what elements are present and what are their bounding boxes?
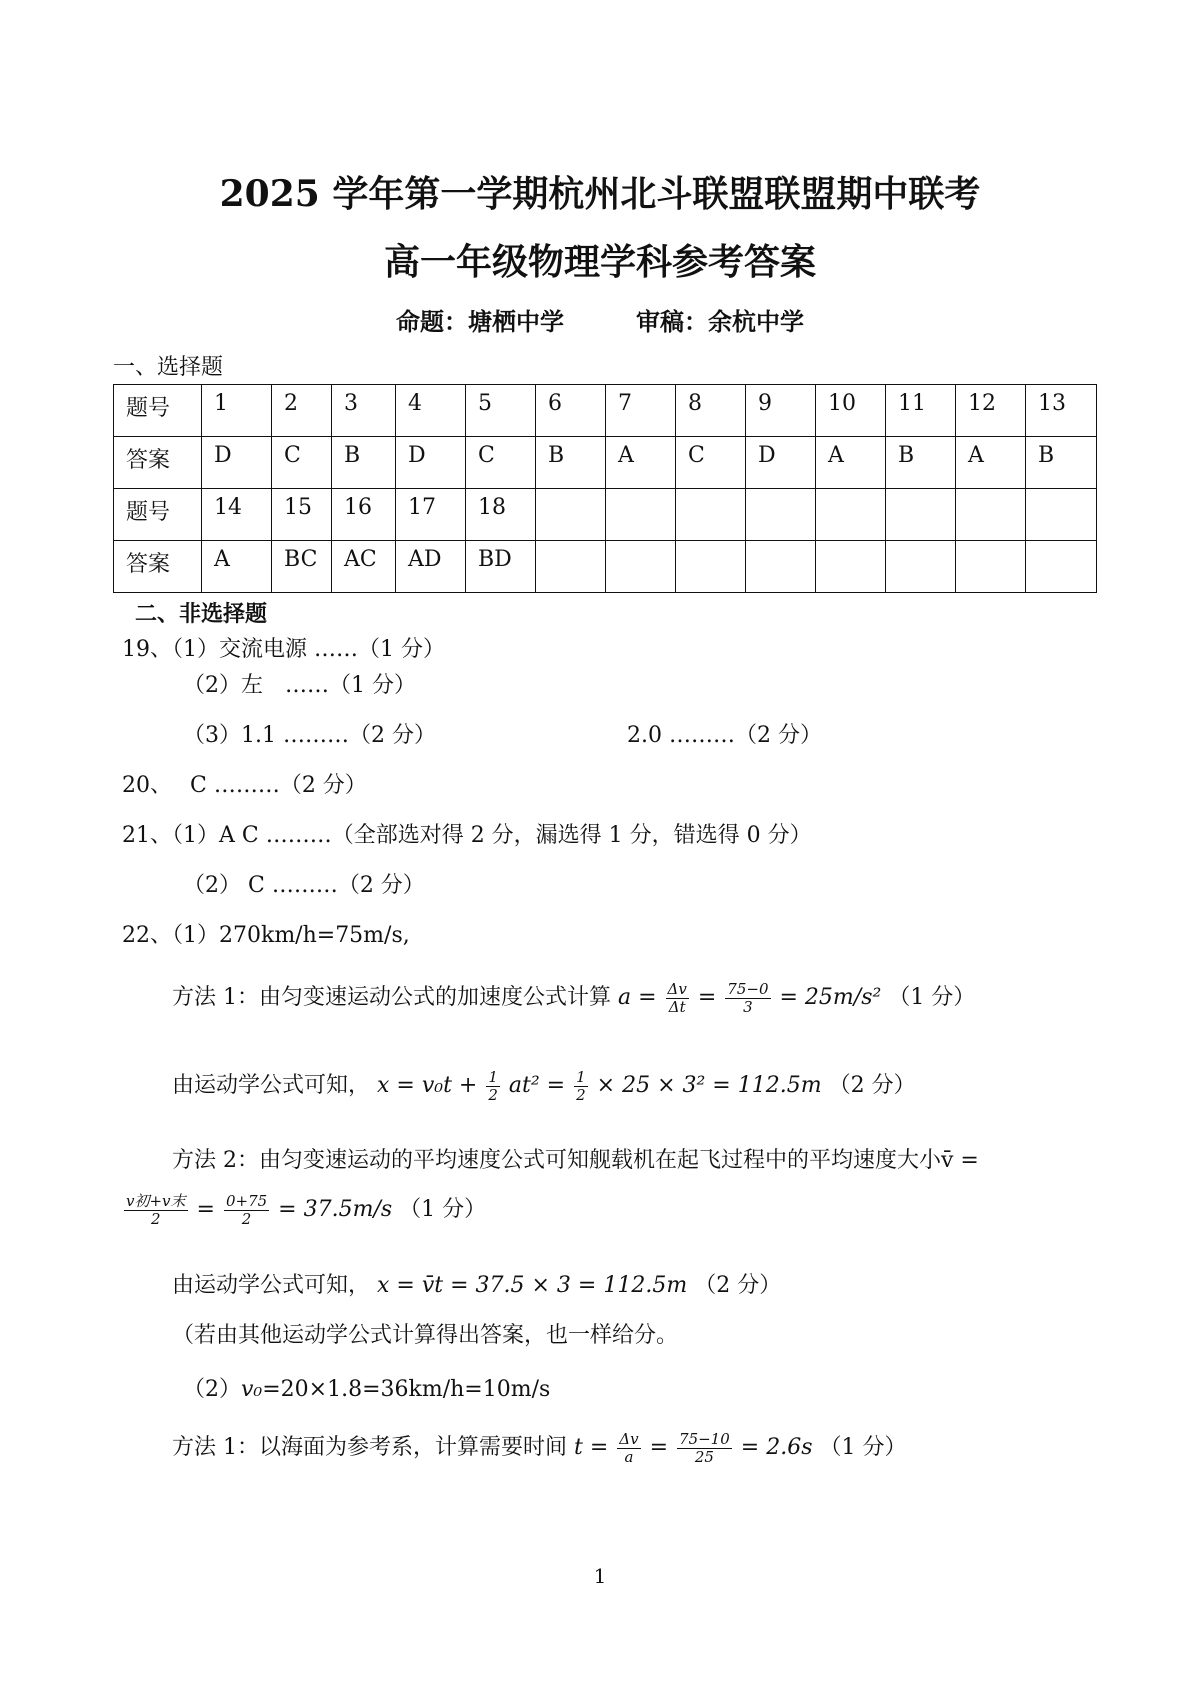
method3-fraction-2: $\frac{75-10}{25}$ (679, 1429, 730, 1466)
answer-table-cell: 11 (886, 385, 956, 437)
q19-part3a: （3）1.1 ………（2 分） (183, 723, 436, 748)
answer-table-cell: A (956, 437, 1026, 489)
method1-fraction-2: $\frac{75-0}{3}$ (727, 979, 769, 1016)
method2-fraction-1: $\frac{\text{v初+v末}}{2}$ (126, 1191, 186, 1228)
answer-table-cell: B (886, 437, 956, 489)
answer-table-row (114, 541, 1097, 593)
answer-table-cell (886, 489, 956, 541)
method1-eq-a: a = (618, 985, 657, 1010)
answer-table-cell (816, 489, 886, 541)
kinematics2-eq: x = v̄t = 37.5 × 3 = 112.5m (377, 1273, 688, 1298)
answer-table-cell (606, 541, 676, 593)
answer-table-cell: A (606, 437, 676, 489)
answer-table-cell (816, 541, 886, 593)
answer-table-cell: D (202, 437, 272, 489)
q22-part2-v0: v₀ (241, 1377, 263, 1402)
answer-table-cell: C (272, 437, 332, 489)
answer-table-cell: AD (396, 541, 466, 593)
answer-table-cell: B (332, 437, 396, 489)
answer-table-cell (746, 489, 816, 541)
answer-table-cell: B (1026, 437, 1097, 489)
answer-table-cell: 10 (816, 385, 886, 437)
method2-score: （1 分） (399, 1197, 487, 1222)
kinematics1-fraction-1: $\frac{1}{2}$ (488, 1067, 498, 1104)
answer-table-cell: AC (332, 541, 396, 593)
method1-text: 方法 1：由匀变速运动公式的加速度公式计算 (172, 985, 611, 1010)
q21-part2: （2） C ………（2 分） (183, 873, 425, 898)
answer-table-cell: 15 (272, 489, 332, 541)
kinematics2-score: （2 分） (694, 1273, 782, 1298)
answer-table-cell: A (816, 437, 886, 489)
answer-table-cell: C (466, 437, 536, 489)
answer-table-cell (1026, 489, 1097, 541)
q21-part1: 21、（1）A C ………（全部选对得 2 分，漏选得 1 分，错选得 0 分） (122, 823, 812, 848)
q19-part3b: 2.0 ………（2 分） (627, 723, 822, 748)
answer-table-cell: 9 (746, 385, 816, 437)
page-number: 1 (593, 1564, 607, 1588)
method3-fraction-1: $\frac{\Delta v}{a}$ (619, 1429, 639, 1466)
answer-table-cell (746, 541, 816, 593)
method1-score: （1 分） (888, 985, 976, 1010)
kinematics1-eq-end: × 25 × 3² = 112.5m (596, 1073, 822, 1098)
q19-part1: 19、（1）交流电源 ……（1 分） (122, 637, 445, 662)
answer-table-cell: 题号 (114, 385, 202, 437)
document-subtitle: 高一年级物理学科参考答案 (383, 241, 816, 283)
answer-table-cell: 17 (396, 489, 466, 541)
answer-table-cell: D (746, 437, 816, 489)
answer-table-cell (886, 541, 956, 593)
method1-fraction-1: $\frac{\Delta v}{\Delta t}$ (667, 979, 687, 1016)
kinematics2-line (172, 1268, 781, 1299)
answer-table-cell: 4 (396, 385, 466, 437)
answer-table-row (114, 489, 1097, 541)
method3-score: （1 分） (819, 1435, 907, 1460)
answer-table-cell: 14 (202, 489, 272, 541)
answer-table-cell: 6 (536, 385, 606, 437)
method1-result: = 25m/s² (779, 985, 882, 1010)
answer-table (113, 384, 1097, 593)
answer-table-cell (536, 541, 606, 593)
q22-part2-label: （2） (183, 1377, 241, 1402)
answer-table-cell: 16 (332, 489, 396, 541)
document-title: 2025 学年第一学期杭州北斗联盟联盟期中联考 (219, 173, 981, 215)
section1-heading: 一、选择题 (113, 355, 224, 380)
kinematics1-fraction-2: $\frac{1}{2}$ (576, 1067, 586, 1104)
method2-line2: $\frac{\text{v初+v末}}{2}$ = $\frac{0+75}{2}$ = 37.5m/s （1 分） (126, 1191, 487, 1228)
q22-part1: 22、（1）270km/h=75m/s, (122, 923, 410, 948)
answer-table-cell: 7 (606, 385, 676, 437)
answer-table-cell: 2 (272, 385, 332, 437)
method3-line: 方法 1：以海面为参考系，计算需要时间 t = $\frac{\Delta v}{a}$ = $\frac{75-10}{25}$ = 2.6s （1 分） (172, 1429, 907, 1466)
q22-part2-text: =20×1.8=36km/h=10m/s (262, 1377, 551, 1402)
kinematics1-eq-mid: at² = (508, 1073, 566, 1098)
q22-part2 (183, 1372, 550, 1403)
answer-table-cell (956, 541, 1026, 593)
method3-result: = 2.6s (740, 1435, 813, 1460)
answer-table-cell: 18 (466, 489, 536, 541)
answer-table-cell: 题号 (114, 489, 202, 541)
answer-table-cell: B (536, 437, 606, 489)
method2-result: = 37.5m/s (278, 1197, 393, 1222)
method3-text: 方法 1：以海面为参考系，计算需要时间 (172, 1435, 567, 1460)
answer-table-row (114, 437, 1097, 489)
answer-table-cell (536, 489, 606, 541)
method3-eq-t: t = (574, 1435, 609, 1460)
answer-table-cell (1026, 541, 1097, 593)
kinematics1-eq-start: x = v₀t + (377, 1073, 478, 1098)
answer-table-cell: A (202, 541, 272, 593)
answer-table-cell: C (676, 437, 746, 489)
kinematics2-text: 由运动学公式可知， (172, 1273, 371, 1298)
kinematics1-score: （2 分） (828, 1073, 916, 1098)
answer-table-cell: 8 (676, 385, 746, 437)
answer-table-cell: 答案 (114, 541, 202, 593)
answer-table-cell (606, 489, 676, 541)
answer-table-cell: 答案 (114, 437, 202, 489)
answer-table-cell: BD (466, 541, 536, 593)
answer-table-cell (956, 489, 1026, 541)
answer-table-cell: 5 (466, 385, 536, 437)
kinematics1-text: 由运动学公式可知， (172, 1073, 371, 1098)
answer-table-cell: BC (272, 541, 332, 593)
answer-table-row (114, 385, 1097, 437)
q19-part2: （2）左 ……（1 分） (183, 673, 416, 698)
answer-table-cell: 1 (202, 385, 272, 437)
answer-table-cell: D (396, 437, 466, 489)
kinematics1-line (172, 1068, 916, 1104)
method2-line1: 方法 2：由匀变速运动的平均速度公式可知舰载机在起飞过程中的平均速度大小v̄ = (172, 1148, 979, 1173)
q20-answer: 20、 C ………（2 分） (122, 773, 367, 798)
answer-table-cell (676, 489, 746, 541)
method1-line: 方法 1：由匀变速运动公式的加速度公式计算 a = $\frac{\Delta v}{\Delta t}$ = $\frac{75-0}{3}$ = 25m/s² （1 分） (172, 979, 976, 1016)
alternative-note: （若由其他运动学公式计算得出答案，也一样给分。 (172, 1323, 679, 1348)
answer-table-cell: 12 (956, 385, 1026, 437)
section2-heading: 二、非选择题 (135, 601, 268, 627)
answer-table-cell: 13 (1026, 385, 1097, 437)
method2-fraction-2: $\frac{0+75}{2}$ (225, 1191, 268, 1228)
answer-table-cell (676, 541, 746, 593)
answer-table-cell: 3 (332, 385, 396, 437)
authors-line: 命题：塘栖中学 审稿：余杭中学 (396, 307, 804, 336)
